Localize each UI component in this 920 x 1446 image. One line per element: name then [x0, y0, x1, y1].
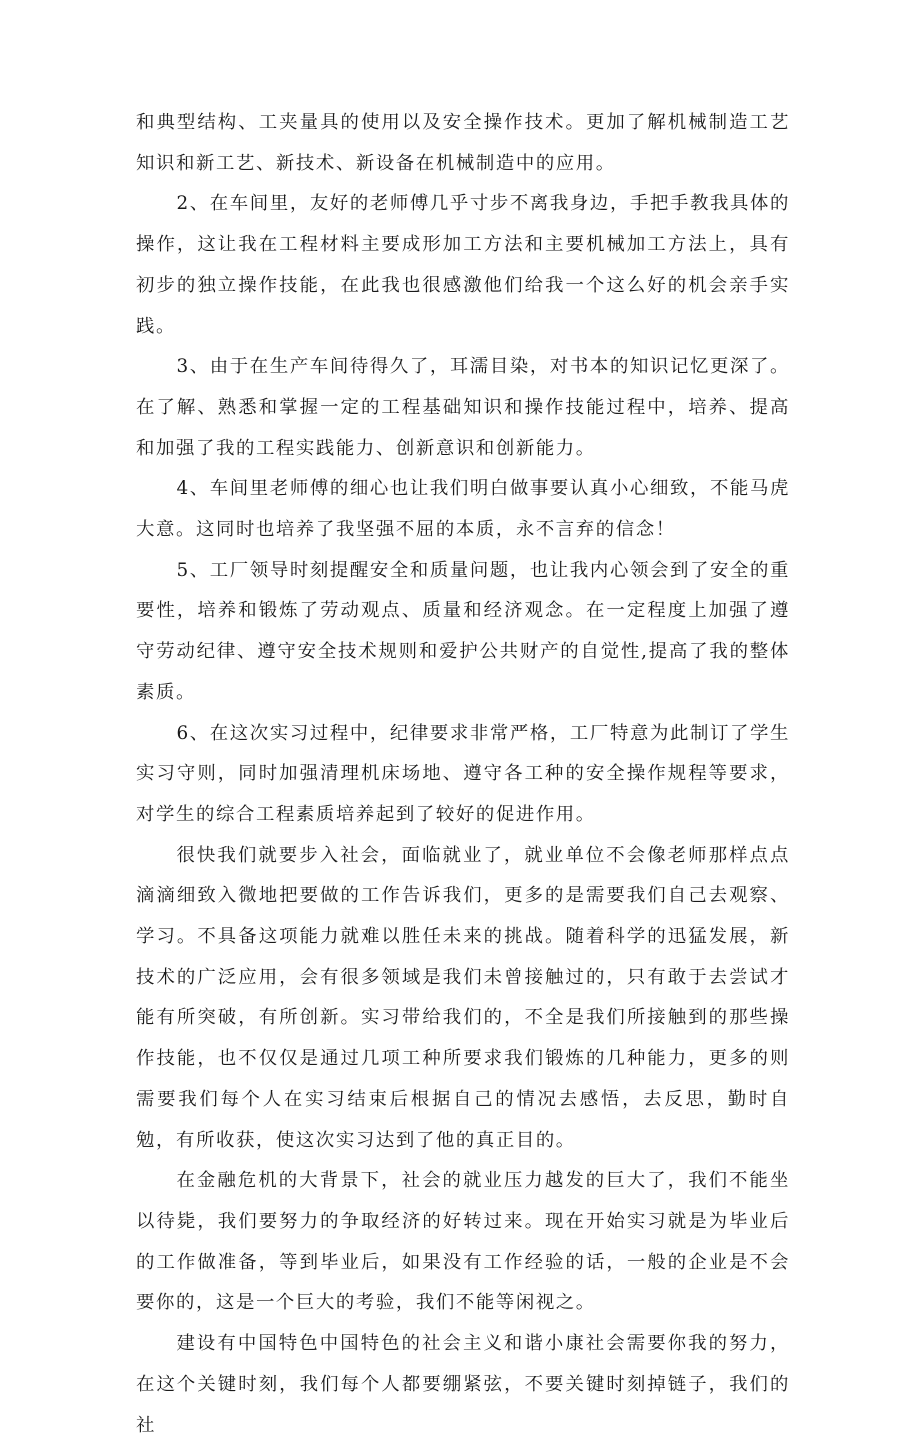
paragraph-item-3: 3、由于在生产车间待得久了，耳濡目染，对书本的知识记忆更深了。在了解、熟悉和掌握一定的工程基础知识和操作技能过程中，培养、提高和加强了我的工程实践能力、创新意识和创新能力。: [136, 356, 790, 459]
paragraph-item-4: 4、车间里老师傅的细心也让我们明白做事要认真小心细致，不能马虎大意。这同时也培养了我坚强不屈的本质，永不言弃的信念！: [136, 478, 790, 541]
document-body: [136, 103, 790, 1446]
paragraph-item-5: 5、工厂领导时刻提醒安全和质量问题，也让我内心领会到了安全的重要性，培养和锻炼了劳动观点、质量和经济观念。在一定程度上加强了遵守劳动纪律、遵守安全技术规则和爱护公共财产的自觉性,提高了我的整体素质。: [136, 559, 790, 703]
paragraph-item-6: 6、在这次实习过程中，纪律要求非常严格，工厂特意为此制订了学生实习守则，同时加强清理机床场地、遵守各工种的安全操作规程等要求，对学生的综合工程素质培养起到了较好的促进作用。: [136, 722, 790, 825]
paragraph-harmonious-society: 建设有中国特色中国特色的社会主义和谐小康社会需要你我的努力，在这个关键时刻，我们每个人都要绷紧弦，不要关键时刻掉链子，我们的社: [136, 1333, 790, 1436]
paragraph-continuation: 和典型结构、工夹量具的使用以及安全操作技术。更加了解机械制造工艺知识和新工艺、新技术、新设备在机械制造中的应用。: [136, 112, 790, 174]
paragraph-item-2: 2、在车间里，友好的老师傅几乎寸步不离我身边，手把手教我具体的操作，这让我在工程材料主要成形加工方法和主要机械加工方法上，具有初步的独立操作技能，在此我也很感激他们给我一个这么好的机会亲手实践。: [136, 193, 790, 337]
paragraph-society: 很快我们就要步入社会，面临就业了，就业单位不会像老师那样点点滴滴细致入微地把要做的工作告诉我们，更多的是需要我们自己去观察、学习。不具备这项能力就难以胜任未来的挑战。随着科学的迅猛发展，新技术的广泛应用，会有很多领域是我们未曾接触过的，只有敢于去尝试才能有所突破，有所创新。实习带给我们的，不全是我们所接触到的那些操作技能，也不仅仅是通过几项工种所要求我们锻炼的几种能力，更多的则需要我们每个人在实习结束后根据自己的情况去感悟，去反思，勤时自勉，有所收获，使这次实习达到了他的真正目的。: [136, 844, 790, 1151]
paragraph-financial-crisis: 在金融危机的大背景下，社会的就业压力越发的巨大了，我们不能坐以待毙，我们要努力的争取经济的好转过来。现在开始实习就是为毕业后的工作做准备，等到毕业后，如果没有工作经验的话，一般的企业是不会要你的，这是一个巨大的考验，我们不能等闲视之。: [136, 1170, 790, 1314]
